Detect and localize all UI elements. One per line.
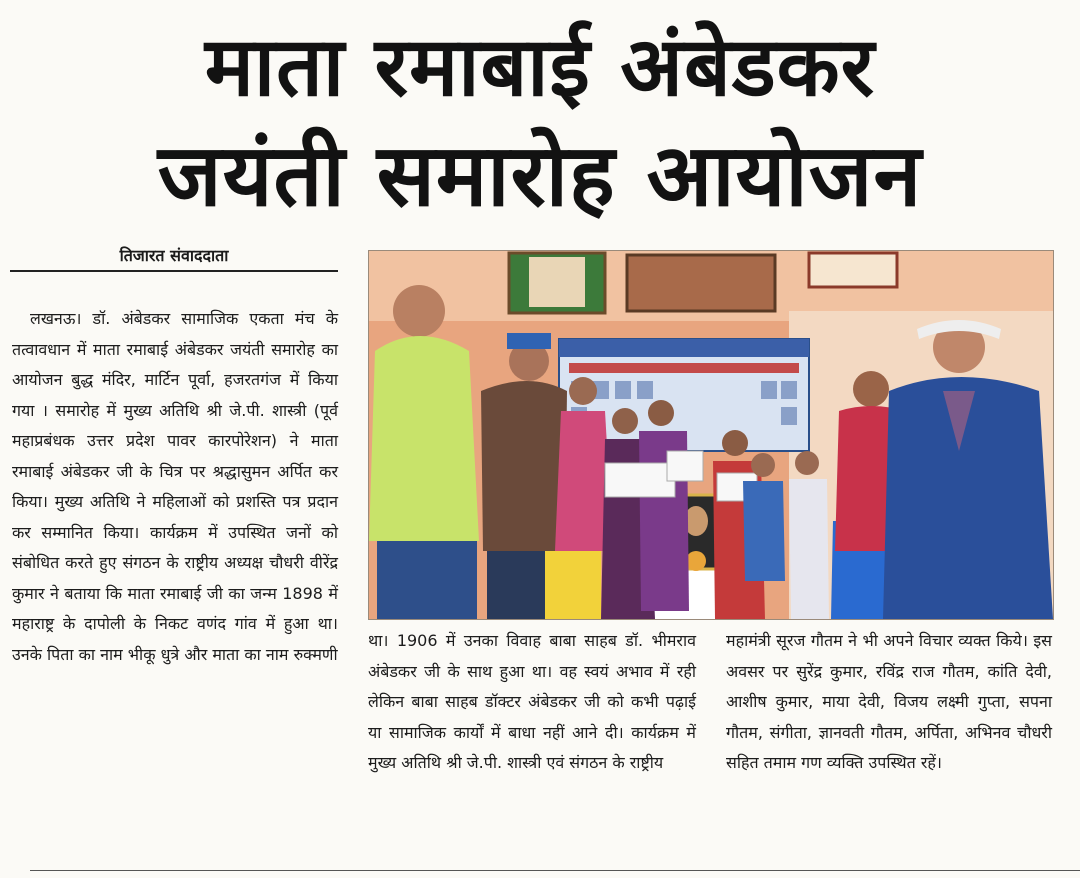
bottom-rule <box>30 870 1080 871</box>
headline-line-2: जयंती समारोह आयोजन <box>157 126 923 226</box>
article-column-3: महामंत्री सूरज गौतम ने भी अपने विचार व्यक्त किये। इस अवसर पर सुरेंद्र कुमार, रविंद्र राज गौतम, कांति देवी, आशीष कुमार, माया देवी, विजय लक्ष्मी गुप्ता, सपना गौतम, संगीता, ज्ञानवती गौतम, अर्पिता, अभिनव चौधरी सहित तमाम गण व्यक्ति उपस्थित रहें। <box>726 631 1052 772</box>
article-column-1: लखनऊ। डॉ. अंबेडकर सामाजिक एकता मंच के तत्वावधान में माता रमाबाई अंबेडकर जयंती समारोह का आयोजन बुद्ध मंदिर, मार्टिन पूर्वा, हजरतगंज में किया गया । समारोह में मुख्य अतिथि श्री जे.पी. शास्त्री (पूर्व महाप्रबंधक उत्तर प्रदेश पावर कारपोरेशन) ने माता रमाबाई अंबेडकर जी के चित्र पर श्रद्धासुमन अर्पित कर किया। मुख्य अतिथि ने महिलाओं को प्रशस्ति पत्र प्रदान कर सम्मानित किया। कार्यक्रम में उपस्थित जनों को संबोधित करते हुए संगठन के राष्ट्रीय अध्यक्ष चौधरी वीरेंद्र कुमार ने बताया कि माता रमाबाई जी का जन्म 1898 में महाराष्ट्र के दापोली के निकट वणंद गांव में हुआ था। उनके पिता का नाम भीकू धुत्रे और माता का नाम रुक्मणी <box>12 309 338 664</box>
byline: तिजारत संवाददाता <box>10 242 338 272</box>
headline-line-1: माता रमाबाई अंबेडकर <box>204 20 876 115</box>
article-column-2: था। 1906 में उनका विवाह बाबा साहब डॉ. भीमराव अंबेडकर जी के साथ हुआ था। वह स्वयं अभाव में रही लेकिन बाबा साहब डॉक्टर अंबेडकर जी को कभी पढ़ाई या सामाजिक कार्यों में बाधा नहीं आने दी। कार्यक्रम में मुख्य अतिथि श्री जे.पी. शास्त्री एवं संगठन के राष्ट्रीय <box>368 631 696 772</box>
event-photo <box>368 250 1054 620</box>
